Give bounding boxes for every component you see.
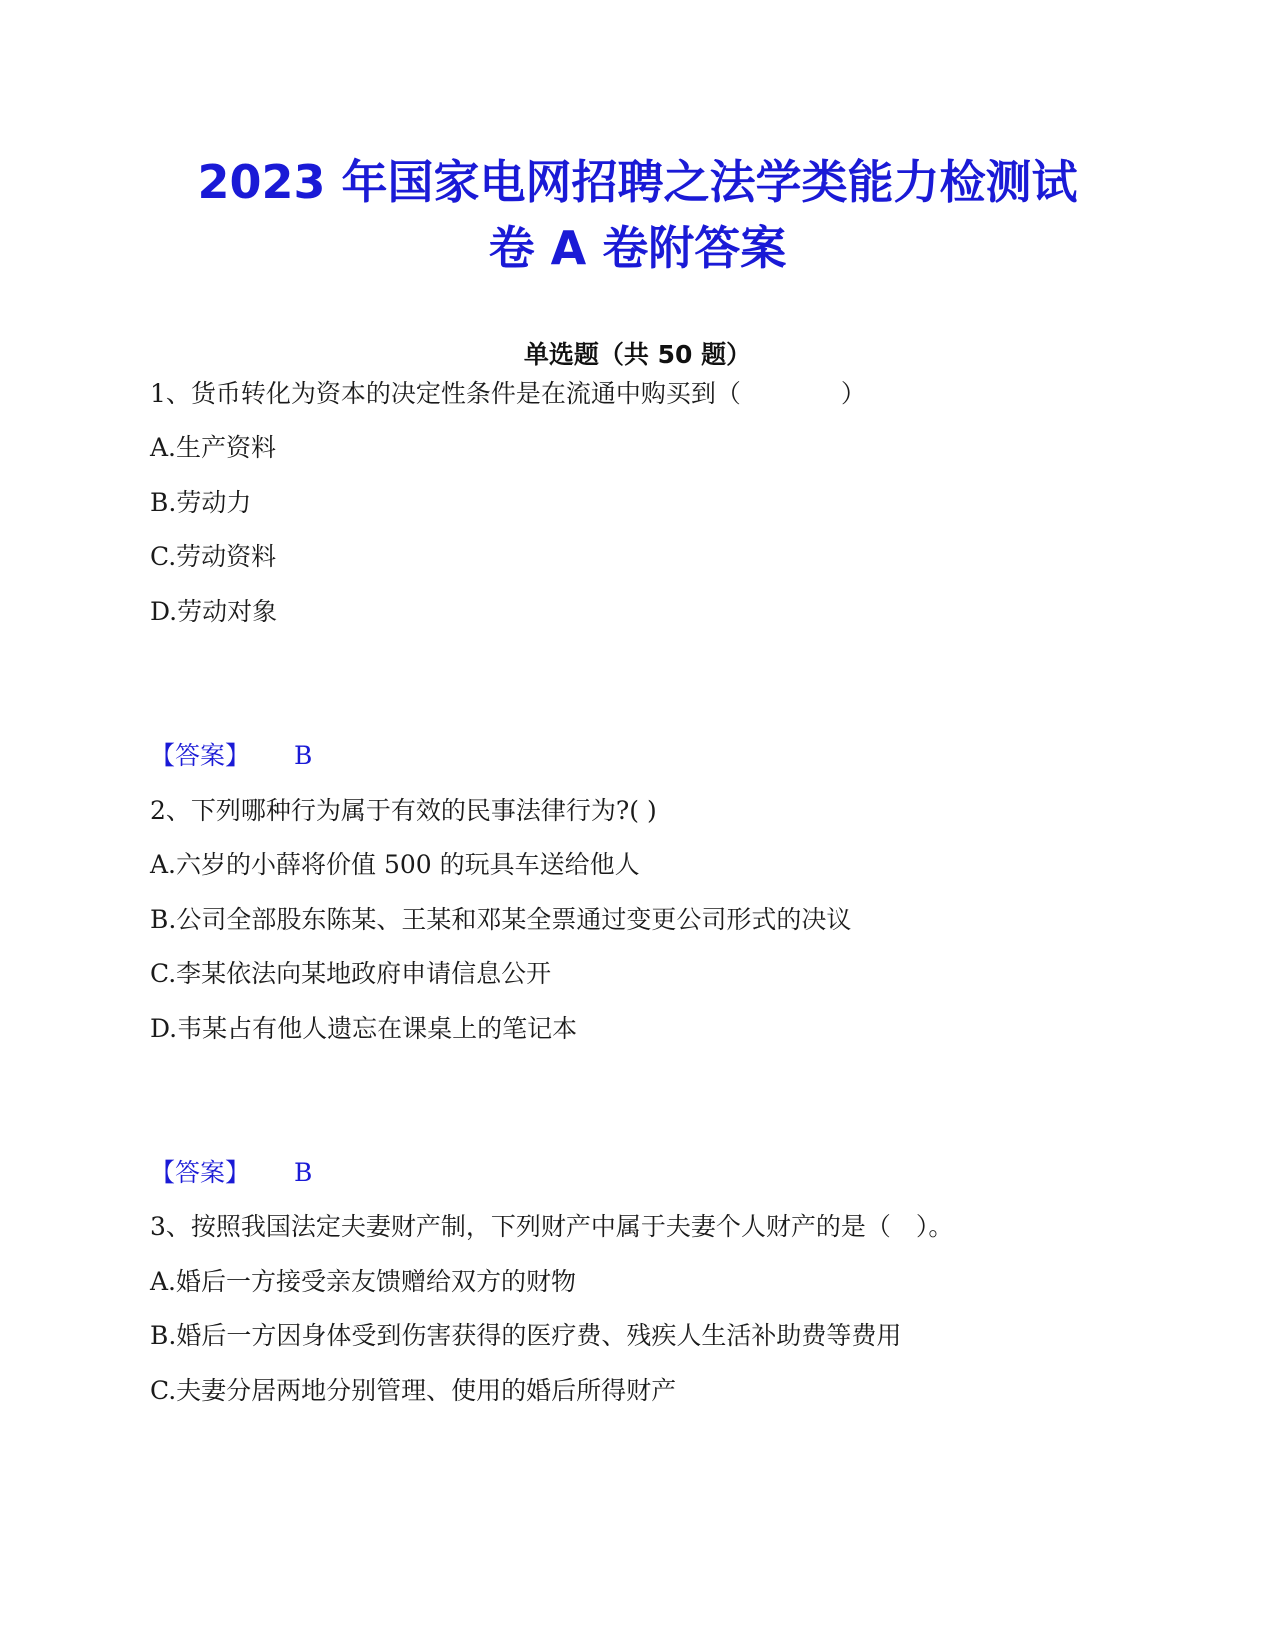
document-title-line1: 2023 年国家电网招聘之法学类能力检测试: [197, 155, 1078, 209]
question-1-option-b: B.劳动力: [150, 488, 252, 517]
question-2-option-d: D.韦某占有他人遗忘在课桌上的笔记本: [150, 1014, 578, 1043]
question-3-option-c: C.夫妻分居两地分别管理、使用的婚后所得财产: [150, 1376, 677, 1405]
question-1-option-d: D.劳动对象: [150, 597, 278, 626]
question-3-option-a: A.婚后一方接受亲友馈赠给双方的财物: [150, 1267, 577, 1296]
question-2-stem: 2、下列哪种行为属于有效的民事法律行为?( ): [150, 796, 657, 825]
question-3-option-b: B.婚后一方因身体受到伤害获得的医疗费、残疾人生活补助费等费用: [150, 1321, 902, 1350]
question-1-answer: [150, 741, 312, 771]
question-1-stem: 1、货币转化为资本的决定性条件是在流通中购买到（ ）: [150, 379, 866, 408]
answer-tag: 【答案】: [150, 741, 251, 770]
question-2-option-a: A.六岁的小薛将价值 500 的玩具车送给他人: [150, 850, 640, 879]
question-2-option-b: B.公司全部股东陈某、王某和邓某全票通过变更公司形式的决议: [150, 905, 852, 934]
question-2-option-c: C.李某依法向某地政府申请信息公开: [150, 959, 552, 988]
question-1-option-a: A.生产资料: [150, 433, 277, 462]
question-2-answer: [150, 1158, 312, 1188]
answer-value: B: [294, 1158, 313, 1187]
section-title: 单选题（共 50 题）: [523, 340, 752, 369]
question-1-option-c: C.劳动资料: [150, 542, 277, 571]
answer-value: B: [294, 741, 313, 770]
document-title-line2: 卷 A 卷附答案: [488, 221, 787, 275]
question-3-stem: 3、按照我国法定夫妻财产制，下列财产中属于夫妻个人财产的是（ ）。: [150, 1212, 954, 1241]
answer-tag: 【答案】: [150, 1158, 251, 1187]
